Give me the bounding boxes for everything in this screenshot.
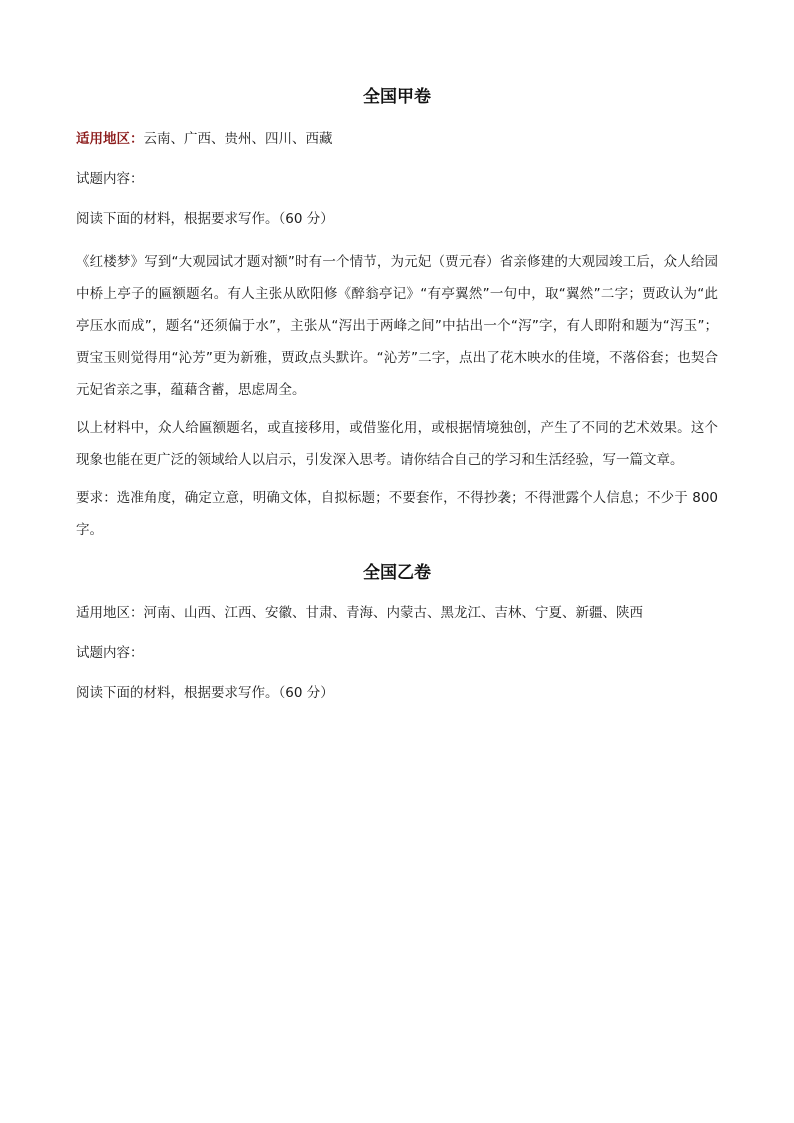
section-a-content-label: 试题内容： [76,171,144,187]
section-a-region-label: 适用地区： [76,131,144,147]
section-b-content-label: 试题内容： [76,645,144,661]
section-a-material: 《红楼梦》写到“大观园试才题对额”时有一个情节，为元妃（贾元春）省亲修建的大观园竣工后，众人给园中桥上亭子的匾额题名。有人主张从欧阳修《醉翁亭记》“有亭翼然”一句中，取“翼然”二字；贾政认为“此亭压水而成”，题名“还须偏于水”，主张从“泻出于两峰之间”中拈出一个“泻”字，有人即附和题为“泻玉”；贾宝玉则觉得用“沁芳”更为新雅，贾政点头默许。“沁芳”二字，点出了花木映水的佳境，不落俗套；也契合元妃省亲之事，蕴藉含蓄，思虑周全。 [76,254,718,398]
section-b-title: 全国乙卷 [363,563,431,583]
section-a-requirements: 要求：选准角度，确定立意，明确文体，自拟标题；不要套作，不得抄袭；不得泄露个人信息；不少于 800 字。 [76,490,718,538]
section-a-region-value: 云南、广西、贵州、四川、西藏 [143,131,333,147]
section-a-region [76,128,718,150]
section-a-title: 全国甲卷 [363,87,431,107]
section-b-region: 适用地区：河南、山西、江西、安徽、甘肃、青海、内蒙古、黑龙江、吉林、宁夏、新疆、陕西 [76,605,643,621]
section-a-instruction: 阅读下面的材料，根据要求写作。（60 分） [76,211,334,227]
document-content [76,86,718,704]
section-a-prompt: 以上材料中，众人给匾额题名，或直接移用，或借鉴化用，或根据情境独创，产生了不同的艺术效果。这个现象也能在更广泛的领域给人以启示，引发深入思考。请你结合自己的学习和生活经验，写一篇文章。 [76,420,718,468]
section-b-instruction: 阅读下面的材料，根据要求写作。（60 分） [76,685,334,701]
